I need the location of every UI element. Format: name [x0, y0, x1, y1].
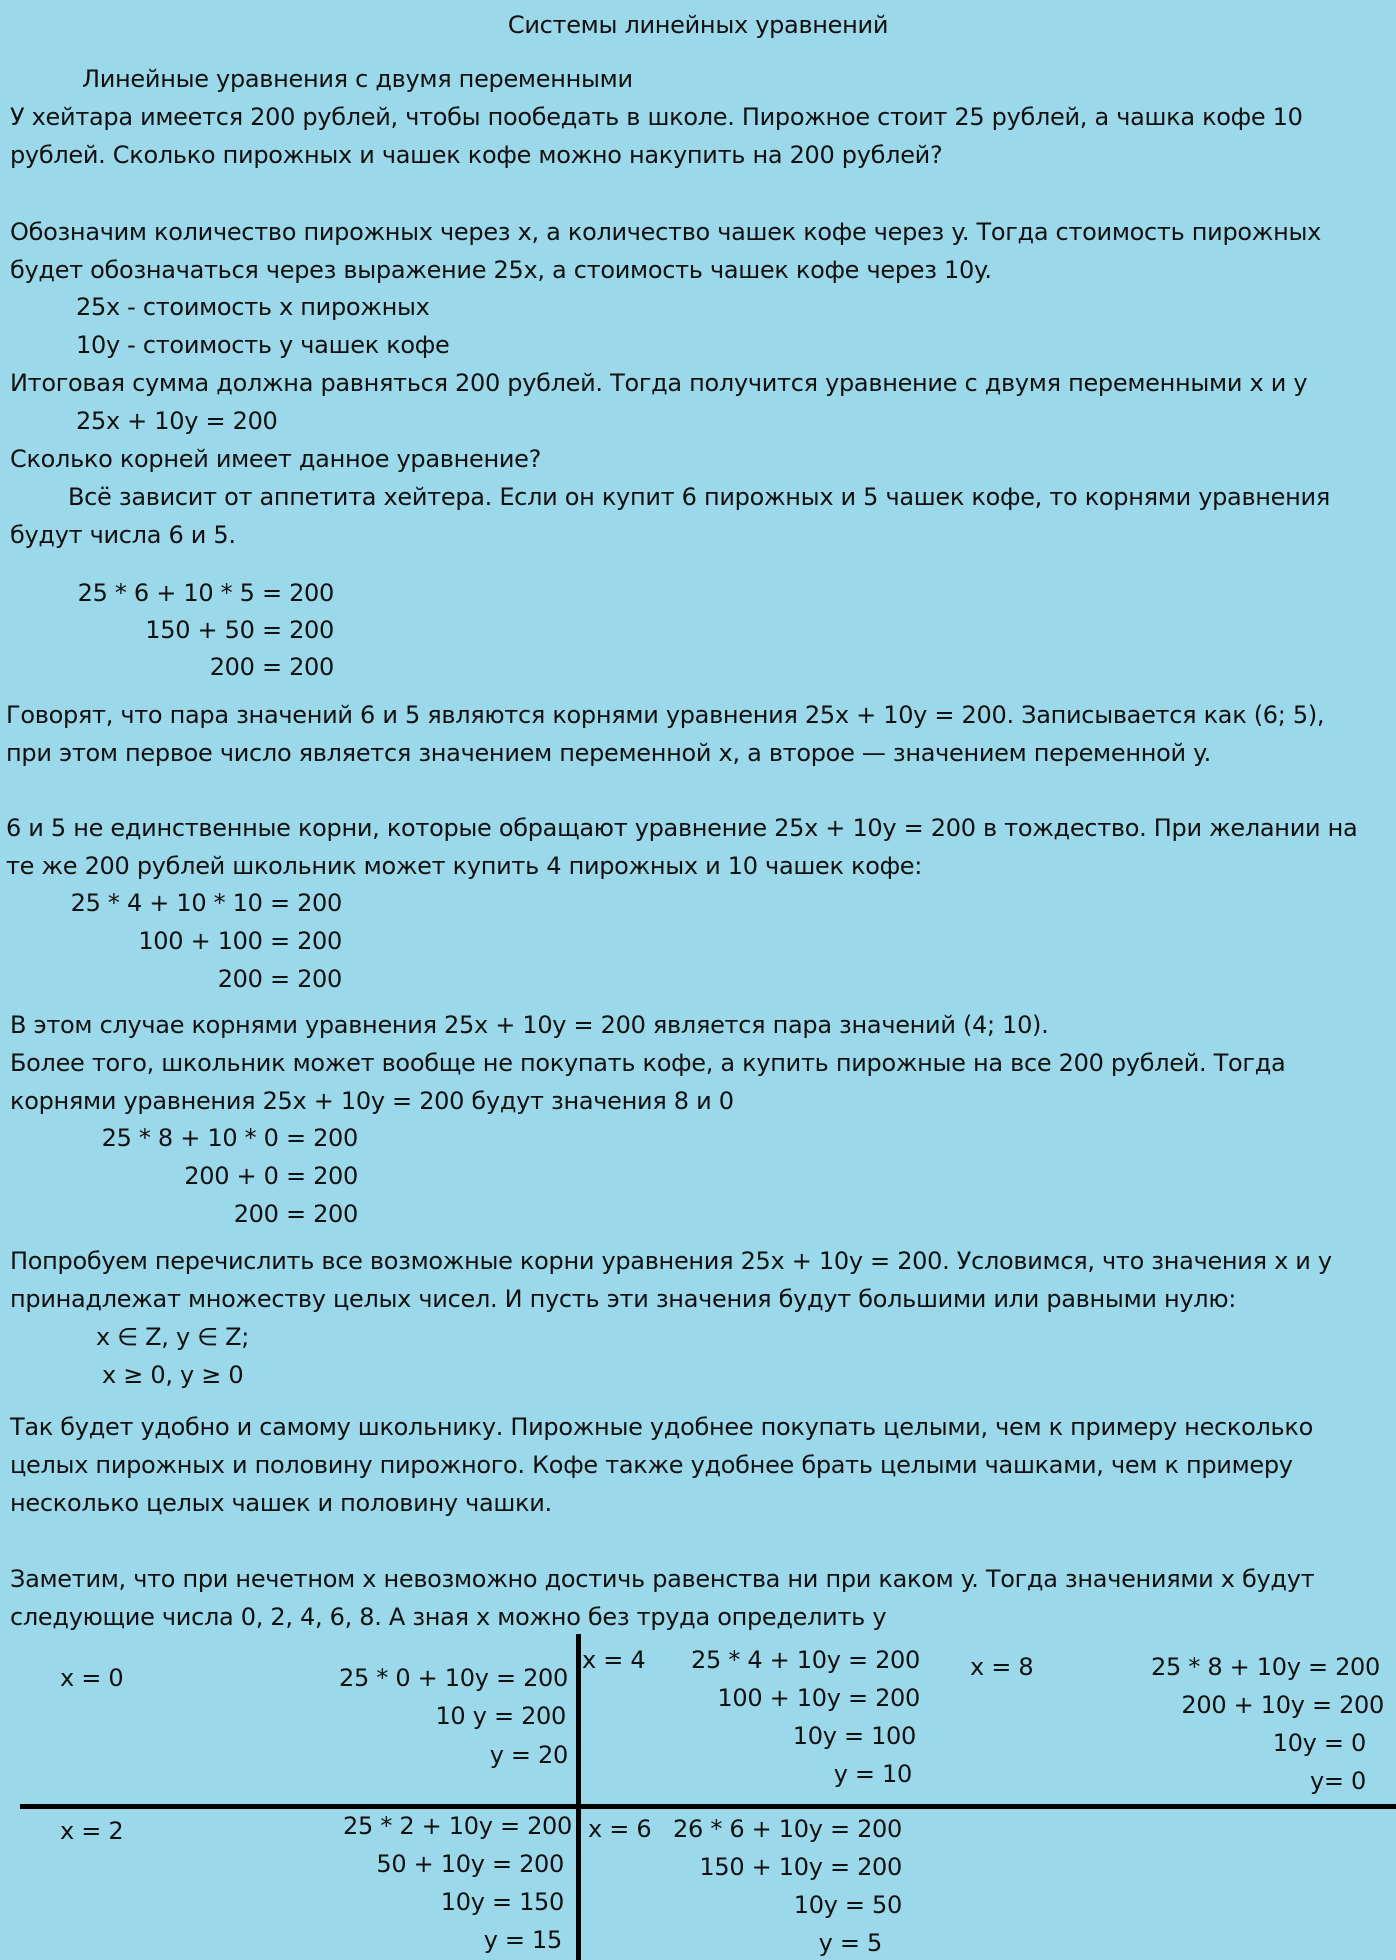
- enumerate-line-1: Попробуем перечислить все возможные корни уравнения 25x + 10y = 200. Условимся, что значения x и y: [10, 1247, 1332, 1275]
- page-title: Системы линейных уравнений: [507, 11, 889, 39]
- case-x4-step: 10y = 100: [792, 1722, 916, 1750]
- question: Сколько корней имеет данное уравнение?: [10, 445, 542, 473]
- case-x0-step: 10 y = 200: [435, 1702, 566, 1730]
- case-x8-step: 25 * 8 + 10y = 200: [1151, 1653, 1380, 1681]
- case-x6-step: 26 * 6 + 10y = 200: [673, 1815, 902, 1843]
- case-x6-step: y = 5: [818, 1929, 882, 1957]
- calc3-line-3: 200 = 200: [233, 1200, 358, 1228]
- section-subtitle: Линейные уравнения с двумя переменными: [82, 65, 633, 93]
- case-x2-step: 50 + 10y = 200: [376, 1850, 564, 1878]
- moreover-line-1: Более того, школьник может вообще не покупать кофе, а купить пирожные на все 200 рублей. Тогда: [10, 1049, 1286, 1077]
- case-x8-label: x = 8: [970, 1653, 1034, 1681]
- notation-line-2: будет обозначаться через выражение 25x, а стоимость чашек кофе через 10y.: [10, 256, 992, 284]
- notation-line-1: Обозначим количество пирожных через x, а количество чашек кофе через y. Тогда стоимость пирожных: [10, 218, 1322, 246]
- intro-line-2: рублей. Сколько пирожных и чашек кофе можно накупить на 200 рублей?: [10, 141, 943, 169]
- calc1-line-1: 25 * 6 + 10 * 5 = 200: [77, 579, 334, 607]
- pair-line-2: при этом первое число является значением переменной x, а второе — значением переменной y.: [6, 739, 1211, 767]
- case-x2-step: 10y = 150: [440, 1888, 564, 1916]
- condition-1: x ∈ Z, y ∈ Z;: [96, 1323, 250, 1351]
- case-x0-label: x = 0: [60, 1664, 124, 1692]
- pair-line-1: Говорят, что пара значений 6 и 5 являются корнями уравнения 25x + 10y = 200. Записывается как (6; 5),: [6, 701, 1325, 729]
- case-x0-step: y = 20: [489, 1741, 568, 1769]
- condition-2: x ≥ 0, y ≥ 0: [102, 1361, 244, 1389]
- not-only-line-1: 6 и 5 не единственные корни, которые обращают уравнение 25x + 10y = 200 в тождество. При желании на: [6, 814, 1358, 842]
- moreover-line-2: корнями уравнения 25x + 10y = 200 будут значения 8 и 0: [10, 1087, 734, 1115]
- equation: 25x + 10y = 200: [76, 407, 278, 435]
- enumerate-line-2: принадлежат множеству целых чисел. И пусть эти значения будут большими или равными нулю:: [10, 1285, 1237, 1313]
- case-x4-label: x = 4: [582, 1646, 646, 1674]
- calc2-line-2: 100 + 100 = 200: [138, 927, 342, 955]
- case-x4-step: 100 + 10y = 200: [717, 1684, 920, 1712]
- case-x8-step: 10y = 0: [1272, 1729, 1366, 1757]
- case-x6-step: 10y = 50: [793, 1891, 902, 1919]
- case-x6-label: x = 6: [588, 1815, 652, 1843]
- case-x2-step: y = 15: [483, 1926, 562, 1954]
- case-x0-step: 25 * 0 + 10y = 200: [339, 1664, 568, 1692]
- case-x8-step: 200 + 10y = 200: [1181, 1691, 1384, 1719]
- calc2-line-1: 25 * 4 + 10 * 10 = 200: [70, 889, 342, 917]
- convenient-line-3: несколько целых чашек и половину чашки.: [10, 1489, 552, 1517]
- odd-line-2: следующие числа 0, 2, 4, 6, 8. А зная x можно без труда определить y: [10, 1603, 887, 1631]
- case-text: В этом случае корнями уравнения 25x + 10y = 200 является пара значений (4; 10).: [10, 1011, 1049, 1039]
- calc2-line-3: 200 = 200: [217, 965, 342, 993]
- intro-line-1: У хейтара имеется 200 рублей, чтобы пообедать в школе. Пирожное стоит 25 рублей, а чашка кофе 10: [10, 103, 1303, 131]
- table-horizontal-rule: [20, 1804, 1396, 1809]
- convenient-line-1: Так будет удобно и самому школьнику. Пирожные удобнее покупать целыми, чем к примеру несколько: [10, 1413, 1313, 1441]
- total-text: Итоговая сумма должна равняться 200 рублей. Тогда получится уравнение с двумя переменными x и y: [10, 369, 1308, 397]
- calc3-line-2: 200 + 0 = 200: [184, 1162, 358, 1190]
- case-x8-step: y= 0: [1309, 1767, 1366, 1795]
- odd-line-1: Заметим, что при нечетном x невозможно достичь равенства ни при каком y. Тогда значениями x будут: [10, 1565, 1315, 1593]
- definition-2: 10y - стоимость y чашек кофе: [76, 331, 450, 359]
- case-x2-label: x = 2: [60, 1817, 124, 1845]
- calc1-line-2: 150 + 50 = 200: [145, 616, 334, 644]
- case-x4-step: y = 10: [833, 1760, 912, 1788]
- convenient-line-2: целых пирожных и половину пирожного. Кофе также удобнее брать целыми чашками, чем к примеру: [10, 1451, 1293, 1479]
- depends-line-2: будут числа 6 и 5.: [10, 521, 236, 549]
- calc3-line-1: 25 * 8 + 10 * 0 = 200: [101, 1124, 358, 1152]
- depends-line-1: Всё зависит от аппетита хейтера. Если он купит 6 пирожных и 5 чашек кофе, то корнями уравнения: [68, 483, 1330, 511]
- case-x4-step: 25 * 4 + 10y = 200: [691, 1646, 920, 1674]
- calc1-line-3: 200 = 200: [209, 653, 334, 681]
- case-x6-step: 150 + 10y = 200: [699, 1853, 902, 1881]
- case-x2-step: 25 * 2 + 10y = 200: [343, 1812, 572, 1840]
- table-vertical-rule: [576, 1634, 581, 1960]
- definition-1: 25x - стоимость x пирожных: [76, 293, 430, 321]
- not-only-line-2: те же 200 рублей школьник может купить 4 пирожных и 10 чашек кофе:: [6, 852, 923, 880]
